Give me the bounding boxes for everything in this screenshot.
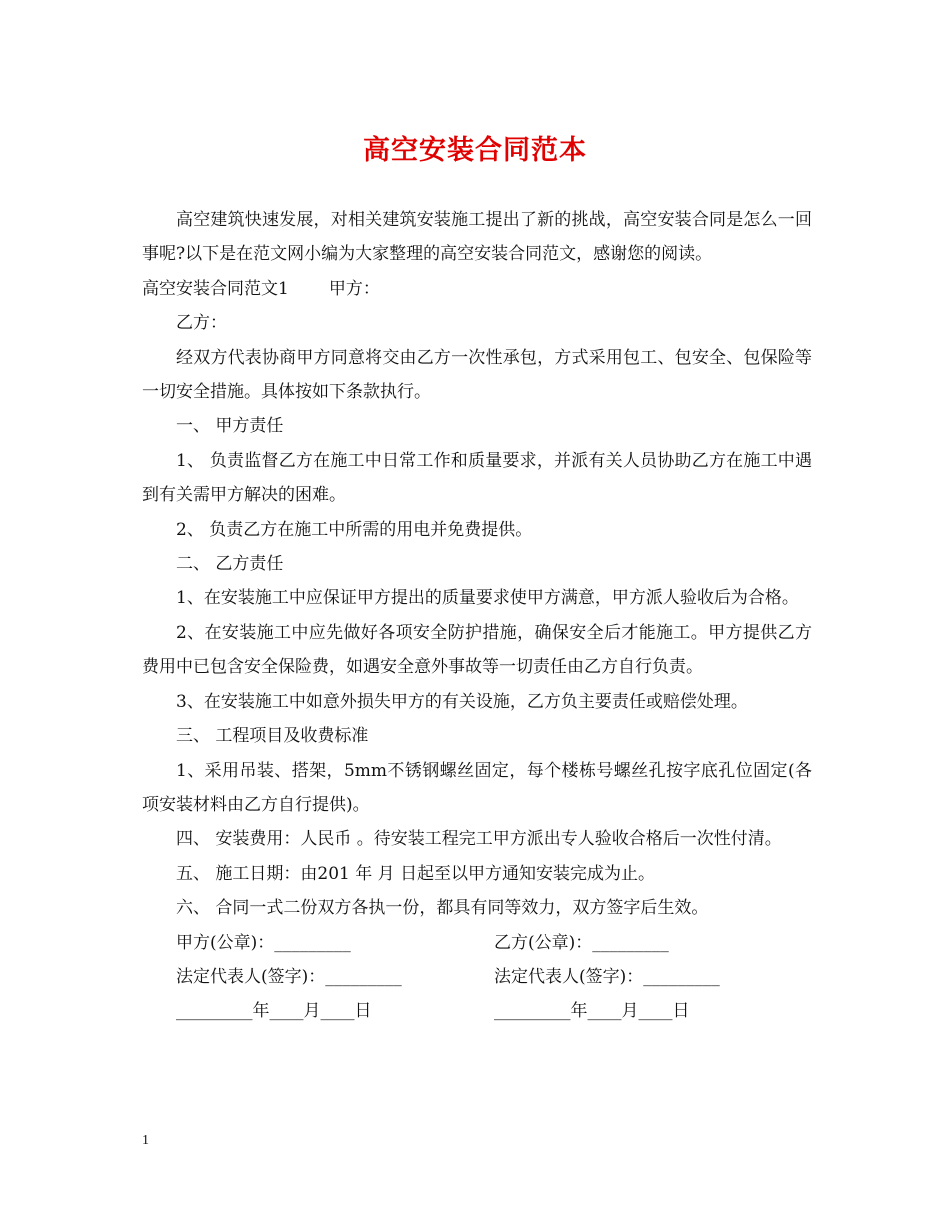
- party-b-seal-field: 乙方(公章)：_________: [494, 932, 669, 953]
- section-3-item-1: 1、采用吊装、搭架，5mm不锈钢螺丝固定，每个楼栋号螺丝孔按字底孔位固定(各项安装材料由乙方自行提供)。: [142, 760, 812, 815]
- party-a-date-field: _________年____月____日: [176, 1001, 372, 1022]
- section-2-item-3: 3、在安装施工中如意外损失甲方的有关设施，乙方负主要责任或赔偿处理。: [176, 691, 748, 712]
- party-b-label: 乙方：: [176, 313, 227, 334]
- page-number: 1: [142, 1133, 149, 1148]
- section-1-title: 一、 甲方责任: [176, 416, 284, 437]
- section-2-item-2: 2、在安装施工中应先做好各项安全防护措施，确保安全后才能施工。甲方提供乙方费用中已包含安全保险费，如遇安全意外事故等一切责任由乙方自行负责。: [142, 622, 812, 678]
- intro-paragraph: 高空建筑快速发展，对相关建筑安装施工提出了新的挑战，高空安装合同是怎么一回事呢?以下是在范文网小编为大家整理的高空安装合同范文，感谢您的阅读。: [142, 210, 812, 265]
- sample-label: 高空安装合同范文1: [142, 278, 289, 299]
- signature-rep-row: [142, 960, 812, 994]
- document-body: [142, 203, 812, 1029]
- section-3-title: 三、 工程项目及收费标准: [176, 726, 369, 747]
- sample-heading-line: [142, 272, 812, 306]
- signature-seal-row: [142, 926, 812, 960]
- party-a-label: 甲方：: [328, 278, 380, 299]
- signature-date-row: [142, 994, 812, 1028]
- party-b-date-field: _________年____月____日: [494, 1001, 690, 1022]
- section-1-item-2: 2、 负责乙方在施工中所需的用电并免费提供。: [176, 519, 533, 540]
- section-1-item-1: 1、 负责监督乙方在施工中日常工作和质量要求，并派有关人员协助乙方在施工中遇到有关需甲方解决的困难。: [142, 450, 812, 506]
- section-5: 五、 施工日期：由201 年 月 日起至以甲方通知安装完成为止。: [176, 863, 656, 884]
- party-a-rep-field: 法定代表人(签字)：_________: [176, 966, 402, 987]
- section-2-item-1: 1、在安装施工中应保证甲方提出的质量要求使甲方满意，甲方派人验收后为合格。: [176, 588, 799, 609]
- agreement-paragraph: 经双方代表协商甲方同意将交由乙方一次性承包，方式采用包工、包安全、包保险等一切安全措施。具体按如下条款执行。: [142, 347, 812, 403]
- section-6: 六、 合同一式二份双方各执一份，都具有同等效力，双方签字后生效。: [176, 898, 709, 919]
- document-title: 高空安装合同范本: [363, 135, 587, 166]
- section-4: 四、 安装费用：人民币 。待安装工程完工甲方派出专人验收合格后一次性付清。: [176, 829, 782, 850]
- section-2-title: 二、 乙方责任: [176, 554, 284, 575]
- party-a-seal-field: 甲方(公章)：_________: [176, 932, 351, 953]
- party-b-rep-field: 法定代表人(签字)：_________: [494, 966, 720, 987]
